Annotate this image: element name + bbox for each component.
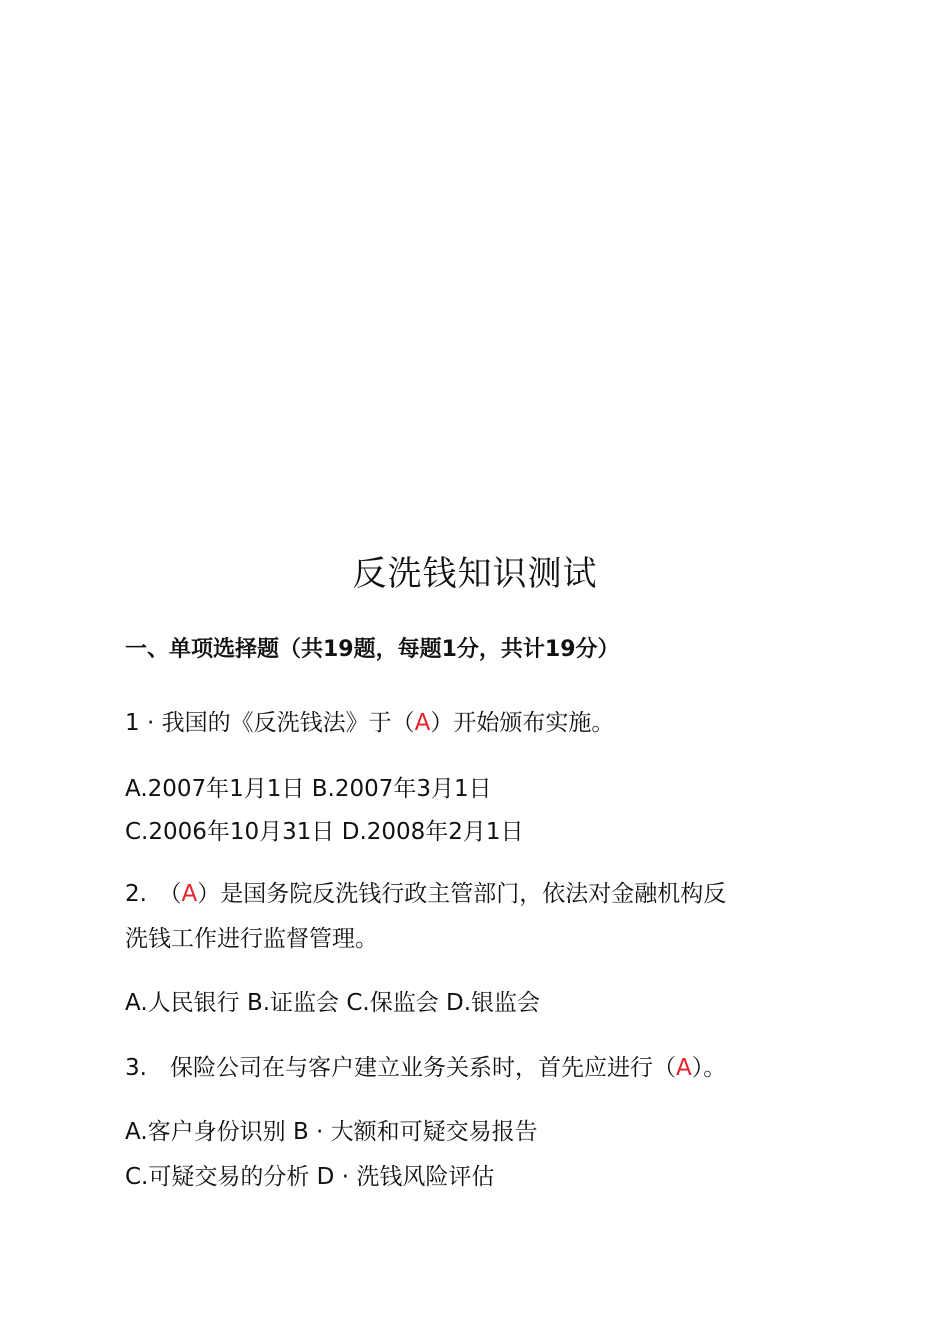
- document-title: 反洗钱知识测试: [352, 554, 598, 594]
- question-3-options-line-2: C.可疑交易的分析 D · 洗钱风险评估: [125, 1164, 495, 1190]
- question-2-answer: A: [181, 881, 198, 907]
- question-2-suffix: ）是国务院反洗钱行政主管部门，依法对金融机构反: [197, 881, 727, 907]
- question-1-options-line-1: A.2007年1月1日 B.2007年3月1日: [125, 776, 492, 802]
- question-3-suffix: ）。: [691, 1055, 727, 1081]
- question-3-prefix: 3. 保险公司在与客户建立业务关系时，首先应进行（: [125, 1055, 676, 1081]
- question-1-suffix: ）开始颁布实施。: [430, 710, 615, 736]
- question-1-options-line-2: C.2006年10月31日 D.2008年2月1日: [125, 819, 524, 845]
- question-1-prefix: 1 · 我国的《反洗钱法》于（: [125, 710, 415, 736]
- question-2: [125, 877, 726, 911]
- question-2-options-line-1: A.人民银行 B.证监会 C.保监会 D.银监会: [125, 990, 541, 1016]
- question-3-answer: A: [675, 1055, 692, 1081]
- question-1: [125, 706, 614, 740]
- question-2-continuation: 洗钱工作进行监督管理。: [125, 926, 378, 952]
- question-2-prefix: 2. （: [125, 881, 182, 907]
- question-3: [125, 1051, 726, 1085]
- question-1-answer: A: [414, 710, 431, 736]
- question-3-options-line-1: A.客户身份识别 B · 大额和可疑交易报告: [125, 1119, 538, 1145]
- section-heading: 一、单项选择题（共19题，每题1分，共计19分）: [125, 637, 620, 662]
